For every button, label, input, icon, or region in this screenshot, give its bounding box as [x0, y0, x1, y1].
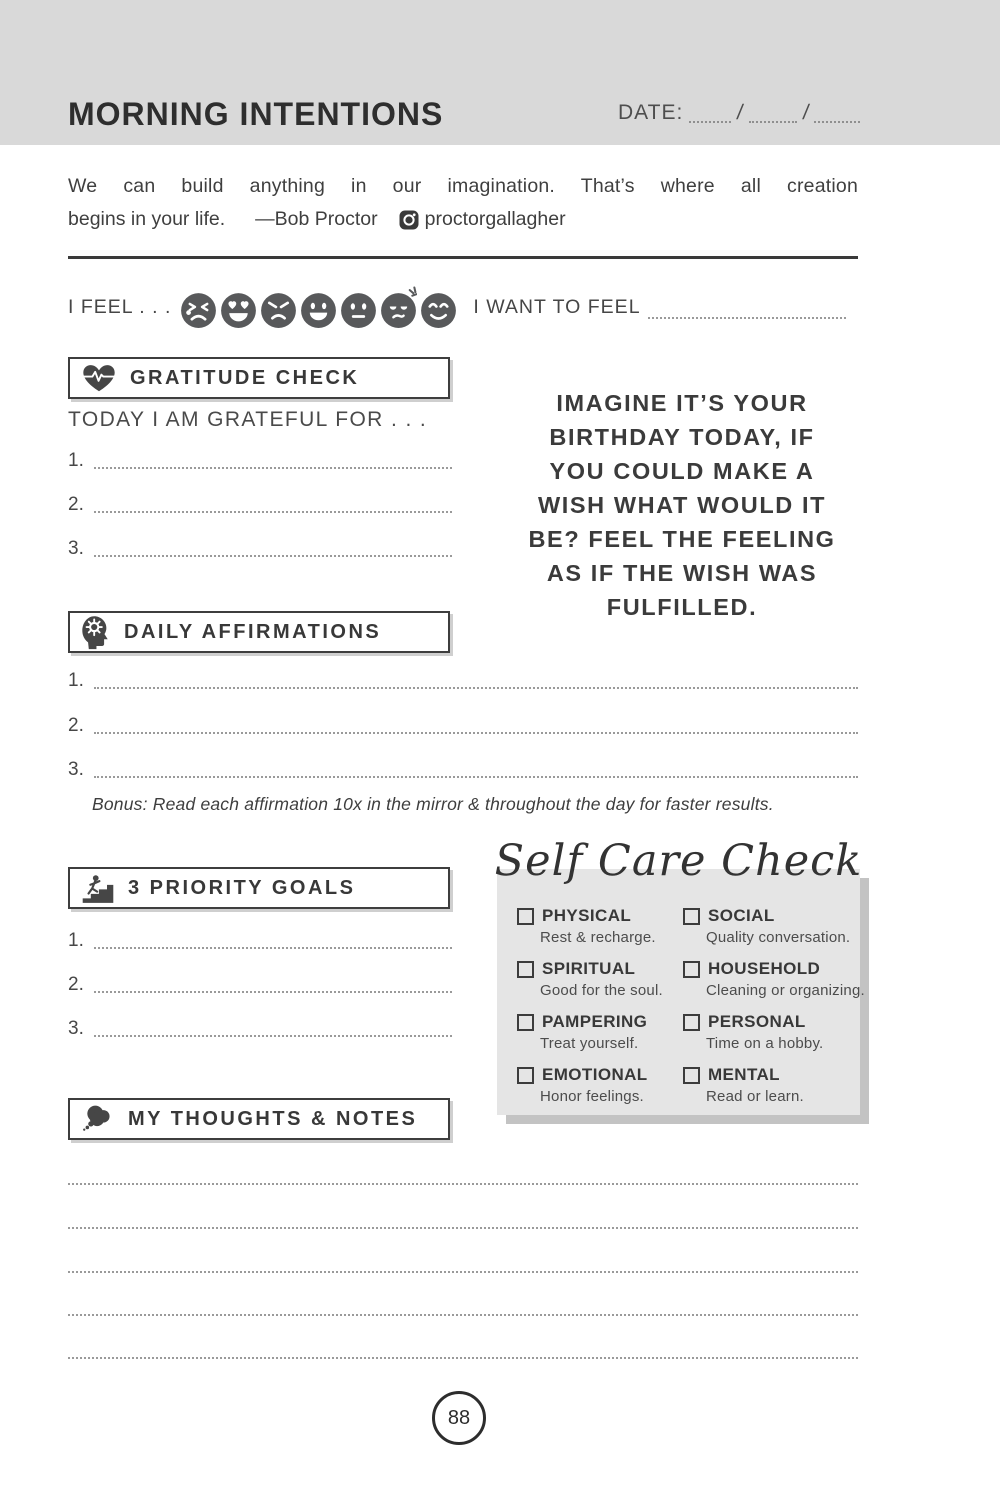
- neutral-face-icon[interactable]: [340, 286, 377, 329]
- self-care-caption: Good for the soul.: [540, 982, 663, 999]
- goal-field-2[interactable]: [94, 991, 452, 993]
- self-care-caption: Rest & recharge.: [540, 929, 656, 946]
- self-care-item-mental: [683, 1065, 865, 1105]
- gratitude-field-3[interactable]: [94, 555, 452, 557]
- content-face-icon[interactable]: [420, 286, 457, 329]
- date-row: [618, 102, 860, 123]
- gratitude-subheading: TODAY I AM GRATEFUL FOR . . .: [68, 408, 428, 431]
- want-to-feel-field[interactable]: [648, 317, 846, 319]
- head-gear-icon: [80, 614, 112, 650]
- feelings-row: [68, 285, 846, 329]
- household-checkbox[interactable]: [683, 961, 700, 978]
- self-care-item-emotional: [517, 1065, 683, 1105]
- line-number: 2.: [68, 494, 84, 515]
- i-feel-label: I FEEL . . .: [68, 295, 172, 318]
- instagram-icon: [398, 209, 420, 231]
- stairs-climb-icon: [80, 872, 116, 905]
- date-month-field[interactable]: [749, 109, 796, 123]
- affirmation-line-2: [68, 713, 858, 735]
- notes-field-2[interactable]: [68, 1227, 858, 1229]
- thought-bubble-icon: [80, 1103, 116, 1135]
- self-care-label: SOCIAL: [708, 906, 775, 925]
- self-care-label: PHYSICAL: [542, 906, 632, 925]
- line-number: 3.: [68, 1018, 84, 1039]
- self-care-caption: Treat yourself.: [540, 1035, 639, 1052]
- stressed-face-icon[interactable]: [380, 286, 417, 329]
- notes-field-1[interactable]: [68, 1183, 858, 1185]
- goals-heading: 3 PRIORITY GOALS: [128, 876, 356, 899]
- crying-face-icon[interactable]: [180, 286, 217, 329]
- personal-checkbox[interactable]: [683, 1014, 700, 1031]
- self-care-item-household: [683, 959, 865, 999]
- affirmation-line-1: [68, 668, 858, 690]
- affirmations-section-header: [68, 611, 450, 653]
- line-number: 2.: [68, 715, 84, 736]
- heart-eyes-face-icon[interactable]: [220, 286, 257, 329]
- birthday-prompt-line: WISH WHAT WOULD IT: [537, 492, 827, 518]
- page-title: MORNING INTENTIONS: [68, 96, 444, 132]
- gratitude-field-2[interactable]: [94, 511, 452, 513]
- self-care-label: PAMPERING: [542, 1012, 648, 1031]
- quote-attribution: —Bob Proctor: [255, 208, 378, 230]
- affirmations-bonus-note: Bonus: Read each affirmation 10x in the mirror & throughout the day for faster results.: [92, 794, 774, 814]
- self-care-item-personal: [683, 1012, 865, 1052]
- date-label: DATE:: [618, 101, 684, 124]
- self-care-caption: Time on a hobby.: [706, 1035, 824, 1052]
- gratitude-field-1[interactable]: [94, 467, 452, 469]
- date-slash: /: [735, 101, 745, 124]
- notes-field-4[interactable]: [68, 1314, 858, 1316]
- line-number: 3.: [68, 759, 84, 780]
- physical-checkbox[interactable]: [517, 908, 534, 925]
- line-number: 1.: [68, 670, 84, 691]
- goal-line-2: [68, 972, 452, 994]
- spiritual-checkbox[interactable]: [517, 961, 534, 978]
- date-day-field[interactable]: [689, 109, 731, 123]
- instagram-handle: proctorgallagher: [424, 208, 566, 230]
- self-care-label: EMOTIONAL: [542, 1065, 648, 1084]
- emotional-checkbox[interactable]: [517, 1067, 534, 1084]
- notes-field-5[interactable]: [68, 1357, 858, 1359]
- quote-text-line1: We can build anything in our imagination. That’s where all creation: [68, 175, 858, 197]
- gratitude-line-1: [68, 448, 452, 470]
- quote-block: [68, 175, 858, 231]
- affirmation-field-2[interactable]: [94, 732, 858, 734]
- notes-section-header: [68, 1098, 450, 1140]
- social-checkbox[interactable]: [683, 908, 700, 925]
- pampering-checkbox[interactable]: [517, 1014, 534, 1031]
- page-number-badge: 88: [432, 1391, 486, 1445]
- emoji-strip: [180, 286, 457, 329]
- self-care-caption: Quality conversation.: [706, 929, 851, 946]
- birthday-prompt-line: YOU COULD MAKE A: [549, 458, 815, 484]
- divider-rule: [68, 256, 858, 259]
- self-care-item-spiritual: [517, 959, 683, 999]
- self-care-caption: Cleaning or organizing.: [706, 982, 865, 999]
- goal-field-1[interactable]: [94, 947, 452, 949]
- goals-section-header: [68, 867, 450, 909]
- grinning-face-icon[interactable]: [300, 286, 337, 329]
- birthday-prompt-line: AS IF THE WISH WAS: [546, 560, 818, 586]
- self-care-label: SPIRITUAL: [542, 959, 636, 978]
- self-care-caption: Read or learn.: [706, 1088, 804, 1105]
- gratitude-section-header: [68, 357, 450, 399]
- line-number: 1.: [68, 450, 84, 471]
- goal-line-3: [68, 1016, 452, 1038]
- date-year-field[interactable]: [814, 109, 860, 123]
- self-care-item-social: [683, 906, 865, 946]
- line-number: 1.: [68, 930, 84, 951]
- self-care-label: PERSONAL: [708, 1012, 806, 1031]
- line-number: 3.: [68, 538, 84, 559]
- affirmation-line-3: [68, 757, 858, 779]
- notes-field-3[interactable]: [68, 1271, 858, 1273]
- birthday-prompt-line: BE? FEEL THE FEELING: [528, 526, 836, 552]
- affirmation-field-1[interactable]: [94, 687, 858, 689]
- birthday-prompt-line: IMAGINE IT’S YOUR: [556, 390, 808, 416]
- mental-checkbox[interactable]: [683, 1067, 700, 1084]
- gratitude-heading: GRATITUDE CHECK: [130, 366, 360, 389]
- goal-field-3[interactable]: [94, 1035, 452, 1037]
- self-care-item-physical: [517, 906, 683, 946]
- line-number: 2.: [68, 974, 84, 995]
- heart-pulse-icon: [80, 362, 118, 394]
- date-slash: /: [800, 101, 811, 124]
- birthday-prompt: [494, 386, 870, 624]
- quote-text-line2: begins in your life.: [68, 208, 226, 230]
- gratitude-line-3: [68, 536, 452, 558]
- self-care-caption: Honor feelings.: [540, 1088, 644, 1105]
- self-care-heading: Self Care Check: [494, 836, 863, 886]
- angry-face-icon[interactable]: [260, 286, 297, 329]
- self-care-grid: [517, 906, 865, 1105]
- goal-line-1: [68, 928, 452, 950]
- gratitude-line-2: [68, 492, 452, 514]
- self-care-item-pampering: [517, 1012, 683, 1052]
- notes-heading: MY THOUGHTS & NOTES: [128, 1107, 418, 1130]
- birthday-prompt-line: FULFILLED.: [606, 594, 758, 620]
- affirmations-heading: DAILY AFFIRMATIONS: [124, 620, 382, 643]
- i-want-to-feel-label: I WANT TO FEEL: [473, 295, 641, 318]
- self-care-label: MENTAL: [708, 1065, 780, 1084]
- birthday-prompt-line: BIRTHDAY TODAY, IF: [549, 424, 815, 450]
- self-care-label: HOUSEHOLD: [708, 959, 821, 978]
- affirmation-field-3[interactable]: [94, 776, 858, 778]
